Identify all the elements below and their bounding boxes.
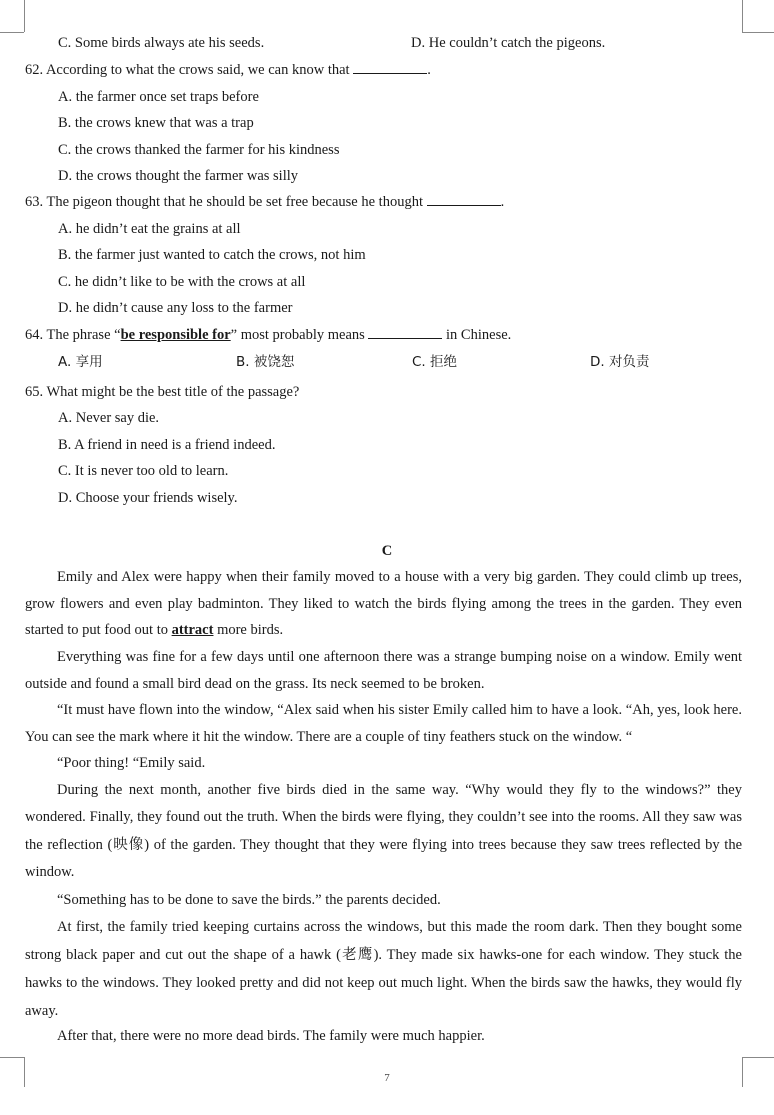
crop-mark-top-right xyxy=(742,32,774,33)
q63-option-b: B. the farmer just wanted to catch the crows, not him xyxy=(58,247,366,263)
q64-option-b: B. 被饶恕 xyxy=(236,354,295,370)
q65-option-b: B. A friend in need is a friend indeed. xyxy=(58,437,276,453)
q62-stem: 62. According to what the crows said, we can know that . xyxy=(25,62,431,78)
q64-option-a: A. 享用 xyxy=(58,354,103,370)
page-number: 7 xyxy=(384,1072,390,1084)
passage-paragraph-4: “Poor thing! “Emily said. xyxy=(57,755,206,771)
q65-option-d: D. Choose your friends wisely. xyxy=(58,490,238,506)
passage-paragraph-3: “It must have flown into the window, “Alex said when his sister Emily called him to have a look. “Ah, yes, look here. You can see the mark where it hit the window. There are a couple of tiny feathers stuck on the window. “ xyxy=(25,702,742,745)
passage-paragraph-6: “Something has to be done to save the birds.” the parents decided. xyxy=(57,892,441,908)
key-phrase: be responsible for xyxy=(120,327,231,343)
crop-mark-top-left xyxy=(0,32,24,33)
q62-option-d: D. the crows thought the farmer was silly xyxy=(58,168,299,184)
answer-blank xyxy=(427,193,501,206)
answer-blank xyxy=(368,326,442,339)
crop-mark-top-right-v xyxy=(742,0,743,32)
passage-paragraph-1: Emily and Alex were happy when their family moved to a house with a very big garden. They could climb up trees, grow flowers and even play badminton. They liked to watch the birds flying among the trees in the garden. They even started to put food out to attract more birds. xyxy=(25,569,742,639)
q63-option-a: A. he didn’t eat the grains at all xyxy=(58,221,241,237)
q62-option-a: A. the farmer once set traps before xyxy=(58,89,259,105)
section-heading: C xyxy=(381,543,393,559)
q61-option-d: D. He couldn’t catch the pigeons. xyxy=(411,35,606,51)
q61-option-c: C. Some birds always ate his seeds. xyxy=(58,35,265,51)
passage-paragraph-5: During the next month, another five birds died in the same way. “Why would they fly to the windows?” they wondered. Finally, they found out the truth. When the birds were flying, they couldn’t see into the rooms. All they saw was the reflection (映像) of the garden. They thought that they were flying into trees because they saw trees reflected by the window. xyxy=(25,782,742,880)
answer-blank xyxy=(353,61,427,74)
crop-mark-bottom-right xyxy=(742,1057,774,1058)
q64-stem: 64. The phrase “be responsible for” most probably means in Chinese. xyxy=(25,327,512,343)
passage-paragraph-7: At first, the family tried keeping curtains across the windows, but this made the room dark. Then they bought some strong black paper and cut out the shape of a hawk (老鹰). They made six hawks-one for each window. They stuck the hawks to the windows. They looked pretty and did not keep out much light. When the birds saw the hawks, they would fly away. xyxy=(25,919,742,1019)
q65-stem: 65. What might be the best title of the passage? xyxy=(25,384,300,400)
passage-paragraph-8: After that, there were no more dead birds. The family were much happier. xyxy=(57,1028,485,1044)
q65-option-c: C. It is never too old to learn. xyxy=(58,463,229,479)
q64-option-c: C. 拒绝 xyxy=(412,354,458,370)
key-word: attract xyxy=(171,622,214,639)
passage-paragraph-2: Everything was fine for a few days until one afternoon there was a strange bumping noise on a window. Emily went outside and found a small bird dead on the grass. Its neck seemed to be broken. xyxy=(25,649,742,692)
q64-option-d: D. 对负责 xyxy=(590,354,650,370)
q65-option-a: A. Never say die. xyxy=(58,410,160,426)
q63-option-d: D. he didn’t cause any loss to the farmer xyxy=(58,300,293,316)
q62-option-b: B. the crows knew that was a trap xyxy=(58,115,254,131)
q63-stem: 63. The pigeon thought that he should be set free because he thought . xyxy=(25,194,505,210)
crop-mark-top-left-v xyxy=(24,0,25,32)
crop-mark-bottom-left xyxy=(0,1057,24,1058)
q62-option-c: C. the crows thanked the farmer for his kindness xyxy=(58,142,340,158)
q63-option-c: C. he didn’t like to be with the crows at all xyxy=(58,274,306,290)
